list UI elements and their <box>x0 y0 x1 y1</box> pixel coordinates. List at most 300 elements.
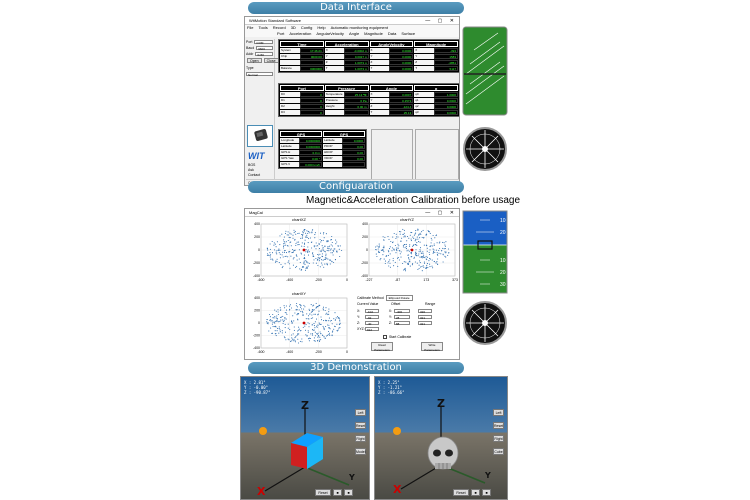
panel-header-cell: GPS <box>280 131 322 137</box>
scatter-point <box>445 241 446 242</box>
scatter-point <box>423 253 424 254</box>
scatter-point <box>415 233 416 234</box>
view-button-right[interactable]: Right <box>356 437 365 441</box>
scatter-point <box>277 330 278 331</box>
scatter-point <box>436 263 437 264</box>
scatter-point <box>278 314 279 315</box>
panel-cell <box>280 60 324 65</box>
scatter-point <box>317 265 318 266</box>
toolbar-tab[interactable]: Surface <box>401 31 416 36</box>
scatter-point <box>319 341 320 342</box>
open-button[interactable]: Open <box>247 58 262 63</box>
view-button-left[interactable]: Left <box>493 409 504 416</box>
left-link[interactable]: Ask <box>248 168 254 172</box>
scatter-point <box>377 246 378 247</box>
scatter-point <box>430 233 431 234</box>
view-button-right[interactable]: Right <box>494 437 503 441</box>
wit-logo: WIT <box>248 151 265 161</box>
scatter-point <box>305 330 306 331</box>
scatter-point <box>303 309 304 310</box>
scatter-point <box>395 262 396 263</box>
scatter-point <box>270 319 271 320</box>
scatter-point <box>427 257 428 258</box>
scatter-point <box>267 322 268 323</box>
scatter-point <box>381 250 382 251</box>
cell-value: 0.0000000 <box>299 144 322 149</box>
scatter-point <box>324 246 325 247</box>
scatter-point <box>304 261 305 262</box>
scatter-point <box>279 235 280 236</box>
scatter-point <box>302 312 303 313</box>
bottom-button[interactable]: ■ <box>333 489 342 496</box>
range-field[interactable]: 321 <box>418 321 432 326</box>
window-controls[interactable]: — ▢ ✕ <box>425 210 457 216</box>
viewport-cube[interactable] <box>240 376 370 500</box>
bottom-button[interactable]: ■ <box>344 489 353 496</box>
panel-cell <box>323 144 365 149</box>
cell-label: D2 <box>280 104 300 109</box>
scatter-point <box>427 267 428 268</box>
scatter-point <box>403 236 404 237</box>
scatter-point <box>314 340 315 341</box>
scatter-point <box>333 318 334 319</box>
scatter-point <box>302 238 303 239</box>
scatter-point <box>414 235 415 236</box>
view-button-reset[interactable]: Reset <box>356 424 366 428</box>
toolbar-tab[interactable]: Angle <box>348 31 360 36</box>
axis-z-label: Z <box>437 397 445 410</box>
cell-label: q2 <box>414 104 434 109</box>
scatter-point <box>325 338 326 339</box>
menu-item[interactable]: Tools <box>258 25 268 30</box>
scatter-point <box>403 245 404 246</box>
scatter-point <box>339 256 340 257</box>
scatter-point <box>315 248 316 249</box>
y-tick-label: -400 <box>252 274 260 279</box>
scatter-point <box>296 305 297 306</box>
menu-item[interactable]: Automatic monitoring equipment <box>330 25 388 30</box>
bottom-button[interactable]: Reset <box>453 489 469 496</box>
scatter-point <box>336 317 337 318</box>
scatter-point <box>338 328 339 329</box>
scatter-point <box>330 328 331 329</box>
panel-header-cell: Angle <box>370 85 414 91</box>
scatter-point <box>311 314 312 315</box>
scatter-point <box>444 256 445 257</box>
left-link[interactable]: BGS <box>248 163 256 167</box>
scatter-point <box>439 242 440 243</box>
toolbar-tab[interactable]: Data <box>387 31 397 36</box>
scatter-point <box>284 307 285 308</box>
port-select[interactable]: COM <box>254 40 273 44</box>
scatter-point <box>292 315 293 316</box>
scatter-point <box>414 257 415 258</box>
scatter-point <box>326 258 327 259</box>
scatter-point <box>288 260 289 261</box>
scatter-point <box>288 339 289 340</box>
scatter-point <box>308 255 309 256</box>
current-value-field[interactable]: -92 <box>365 315 379 320</box>
scatter-point <box>314 327 315 328</box>
cell-value: 0.000 km/h <box>299 162 322 167</box>
scatter-point <box>304 306 305 307</box>
scatter-point <box>299 233 300 234</box>
scatter-point <box>326 313 327 314</box>
toolbar-tab[interactable]: AngularVelocity <box>316 31 344 36</box>
cell-value: -4851 <box>434 60 458 65</box>
scatter-point <box>311 241 312 242</box>
menu-item[interactable]: File <box>247 25 254 30</box>
scatter-point <box>287 256 288 257</box>
skull-scene <box>375 377 508 500</box>
scatter-point <box>398 245 399 246</box>
cell-value: 1.0073 g <box>344 66 368 71</box>
menu-item[interactable]: Record <box>272 25 286 30</box>
panel-cell <box>370 54 414 59</box>
left-link[interactable]: Contact <box>248 173 261 177</box>
calibration-row <box>357 326 457 332</box>
scatter-point <box>275 321 276 322</box>
cell-label: Latitude <box>280 144 299 149</box>
scatter-point <box>293 265 294 266</box>
scatter-point <box>301 338 302 339</box>
axis-x-label: X <box>393 483 402 496</box>
scatter-point <box>396 234 397 235</box>
scatter-point <box>323 320 324 321</box>
scatter-point <box>417 263 418 264</box>
scatter-point <box>286 241 287 242</box>
scatter-point <box>276 252 277 253</box>
angle-value: X : 2.25° <box>378 380 400 385</box>
scatter-point <box>393 249 394 250</box>
addr-field[interactable]: 0x50 <box>255 52 273 56</box>
view-button-left[interactable]: Left <box>355 409 366 416</box>
x-tick-label: -227 <box>365 278 373 282</box>
scatter-point <box>308 330 309 331</box>
scatter-point <box>288 262 289 263</box>
scatter-point <box>422 257 423 258</box>
scatter-point <box>274 317 275 318</box>
scatter-point <box>285 263 286 264</box>
scatter-point <box>307 246 308 247</box>
chart-title: chartXZ <box>291 217 306 222</box>
scatter-point <box>303 327 304 328</box>
scatter-point <box>320 339 321 340</box>
offset-field[interactable]: 28 <box>394 315 410 320</box>
scatter-point <box>419 268 420 269</box>
scatter-point <box>306 324 307 325</box>
menu-item[interactable]: Help <box>317 25 326 30</box>
menu-item[interactable]: Config <box>300 25 313 30</box>
scatter-point <box>445 257 446 258</box>
panel-header-cell: Time <box>280 41 324 47</box>
scatter-point <box>302 236 303 237</box>
scatter-point <box>318 333 319 334</box>
cell-value <box>342 162 365 167</box>
scatter-point <box>382 254 383 255</box>
window-controls[interactable]: — ▢ ✕ <box>425 18 457 24</box>
panel-cell <box>414 98 458 103</box>
scatter-point <box>400 231 401 232</box>
scatter-point <box>331 236 332 237</box>
baud-select[interactable]: 9600 <box>256 46 273 50</box>
scatter-point <box>410 235 411 236</box>
scatter-point <box>275 330 276 331</box>
scatter-point <box>303 263 304 264</box>
scatter-point <box>273 326 274 327</box>
scatter-point <box>282 267 283 268</box>
toolbar-tab[interactable]: Port <box>277 31 285 36</box>
y-tick-label: 0 <box>366 248 368 253</box>
scatter-point <box>272 324 273 325</box>
scatter-point <box>387 262 388 263</box>
scatter-point <box>319 324 320 325</box>
scatter-point <box>289 306 290 307</box>
panel-row <box>280 60 458 65</box>
scatter-point <box>429 249 430 250</box>
view-button-model[interactable]: Model <box>356 450 366 454</box>
scatter-point <box>340 245 341 246</box>
scatter-point <box>308 238 309 239</box>
scatter-point <box>315 321 316 322</box>
panel-row <box>280 104 458 109</box>
cell-value <box>344 110 368 115</box>
scatter-point <box>290 304 291 305</box>
scatter-point <box>310 338 311 339</box>
scatter-point <box>276 246 277 247</box>
y-tick-label: 200 <box>254 308 260 313</box>
scatter-point <box>323 250 324 251</box>
section-title-3d-demonstration: 3D Demonstration <box>248 362 464 374</box>
panel-cell <box>280 138 322 143</box>
bottom-button[interactable]: ■ <box>482 489 491 496</box>
view-button-reset[interactable]: Reset <box>494 424 504 428</box>
cell-value: 0 <box>300 98 324 103</box>
write-parameters-button[interactable]: Write Parameters <box>421 342 443 351</box>
panel-row <box>280 144 365 149</box>
scatter-point <box>385 263 386 264</box>
panel-cell <box>325 110 369 115</box>
scatter-point <box>432 267 433 268</box>
scatter-point <box>302 267 303 268</box>
scatter-point <box>316 245 317 246</box>
scatter-point <box>270 328 271 329</box>
scatter-point <box>375 246 376 247</box>
cell-value: 0000:00 <box>300 54 324 59</box>
scatter-point <box>319 322 320 323</box>
scatter-point <box>402 234 403 235</box>
offset-label: Y: <box>388 315 392 319</box>
scatter-point <box>296 256 297 257</box>
scatter-point <box>317 245 318 246</box>
menu-item[interactable]: 3D <box>290 25 296 30</box>
scatter-point <box>318 311 319 312</box>
scatter-point <box>418 255 419 256</box>
scatter-point <box>304 246 305 247</box>
toolbar-tab[interactable]: Magnitude <box>364 31 383 36</box>
scatter-point <box>437 264 438 265</box>
scatter-point <box>285 324 286 325</box>
scatter-point <box>302 235 303 236</box>
scatter-point <box>415 253 416 254</box>
scatter-point <box>313 310 314 311</box>
left-links <box>248 163 260 178</box>
scatter-point <box>448 248 449 249</box>
cell-value: 0.0000 <box>434 110 458 115</box>
scatter-point <box>380 258 381 259</box>
panel-cell <box>280 92 324 97</box>
scatter-point <box>420 262 421 263</box>
method-select[interactable]: Ellipsoid Rotate <box>386 295 413 301</box>
view-button-cube[interactable]: Cube <box>494 450 503 454</box>
cell-label: Height <box>325 104 345 109</box>
cell-label: q3 <box>414 110 434 115</box>
scatter-point <box>407 255 408 256</box>
panel-cell <box>370 110 414 115</box>
current-value-field[interactable]: -40 <box>365 321 379 326</box>
scatter-point <box>388 250 389 251</box>
cell-value: 0.00 <box>342 144 365 149</box>
scatter-point <box>330 260 331 261</box>
scatter-point <box>306 318 307 319</box>
scatter-point <box>267 248 268 249</box>
range-field[interactable]: 320 <box>418 309 432 314</box>
scatter-point <box>284 250 285 251</box>
scatter-point <box>290 241 291 242</box>
bottom-button[interactable]: ■ <box>471 489 480 496</box>
scatter-point <box>294 312 295 313</box>
scatter-point <box>279 321 280 322</box>
scatter-point <box>277 309 278 310</box>
scatter-point <box>297 330 298 331</box>
x-tick-label: -400 <box>286 278 294 282</box>
current-value-field[interactable]: -102 <box>365 309 379 314</box>
offset-field[interactable]: -406 <box>394 309 410 314</box>
scatter-point <box>269 320 270 321</box>
read-parameters-button[interactable]: Read Parameters <box>371 342 393 351</box>
scatter-point <box>378 247 379 248</box>
scatter-point <box>409 244 410 245</box>
scatter-point <box>300 305 301 306</box>
scatter-point <box>429 254 430 255</box>
scatter-point <box>431 242 432 243</box>
panel-row <box>280 92 458 97</box>
panel-cell <box>414 60 458 65</box>
scatter-point <box>400 234 401 235</box>
scatter-point <box>292 252 293 253</box>
type-select[interactable]: Normal <box>246 72 273 76</box>
offset-label: X: <box>388 309 392 313</box>
start-calibrate-checkbox[interactable] <box>383 335 387 339</box>
scatter-point <box>384 237 385 238</box>
x-tick-label: -600 <box>257 350 265 354</box>
scatter-point <box>415 249 416 250</box>
scatter-point <box>397 266 398 267</box>
scatter-point <box>291 334 292 335</box>
scatter-point <box>420 266 421 267</box>
scatter-point <box>312 311 313 312</box>
scatter-point <box>325 310 326 311</box>
cell-value: 25.13 <box>389 110 413 115</box>
cell-label: Chip <box>280 54 300 59</box>
scatter-point <box>303 262 304 263</box>
scatter-point <box>399 259 400 260</box>
scatter-point <box>316 307 317 308</box>
scatter-point <box>443 261 444 262</box>
scatter-point <box>416 255 417 256</box>
current-value-field[interactable]: 912 <box>365 327 379 332</box>
scatter-point <box>406 244 407 245</box>
scatter-point <box>284 336 285 337</box>
scatter-point <box>279 262 280 263</box>
scatter-point <box>308 332 309 333</box>
scatter-point <box>295 245 296 246</box>
scatter-point <box>277 321 278 322</box>
close-button[interactable]: Close <box>264 58 279 63</box>
scatter-point <box>314 337 315 338</box>
scatter-point <box>317 254 318 255</box>
scatter-point <box>325 307 326 308</box>
range-field[interactable]: 321 <box>418 315 432 320</box>
toolbar-tab[interactable]: Acceleration <box>289 31 312 36</box>
scatter-point <box>320 266 321 267</box>
scatter-point <box>402 229 403 230</box>
scatter-point <box>305 268 306 269</box>
scatter-point <box>433 235 434 236</box>
scatter-point <box>330 252 331 253</box>
scatter-point <box>438 253 439 254</box>
scatter-point <box>419 257 420 258</box>
window-title: WitMotion Standard Software <box>249 18 302 23</box>
cell-value: -393 <box>434 48 458 53</box>
scatter-point <box>304 244 305 245</box>
scatter-point <box>330 263 331 264</box>
scatter-point <box>321 259 322 260</box>
scatter-point <box>408 258 409 259</box>
scatter-point <box>378 251 379 252</box>
scatter-point <box>445 246 446 247</box>
scatter-point <box>408 264 409 265</box>
scatter-point <box>300 253 301 254</box>
scatter-point <box>282 330 283 331</box>
gauge-tick: 20 <box>500 270 506 276</box>
viewport-skull[interactable] <box>374 376 508 500</box>
scatter-point <box>293 320 294 321</box>
scatter-point <box>338 329 339 330</box>
scatter-point <box>390 253 391 254</box>
angle-value: X : 2.81° <box>244 380 266 385</box>
scatter-point <box>307 268 308 269</box>
scatter-point <box>383 240 384 241</box>
scatter-point <box>411 239 412 240</box>
bottom-button[interactable]: Reset <box>315 489 331 496</box>
scatter-plot <box>247 222 351 286</box>
scatter-point <box>421 266 422 267</box>
offset-field[interactable]: 88 <box>394 321 410 326</box>
scatter-point <box>314 325 315 326</box>
scatter-point <box>335 320 336 321</box>
chart-yz <box>355 217 459 287</box>
scatter-point <box>437 252 438 253</box>
scatter-point <box>274 316 275 317</box>
scatter-point <box>274 242 275 243</box>
scatter-point <box>288 245 289 246</box>
scatter-point <box>420 247 421 248</box>
scatter-point <box>444 242 445 243</box>
cell-label: T <box>370 110 390 115</box>
y-tick-label: 200 <box>362 235 368 240</box>
cell-label: X <box>370 48 390 53</box>
